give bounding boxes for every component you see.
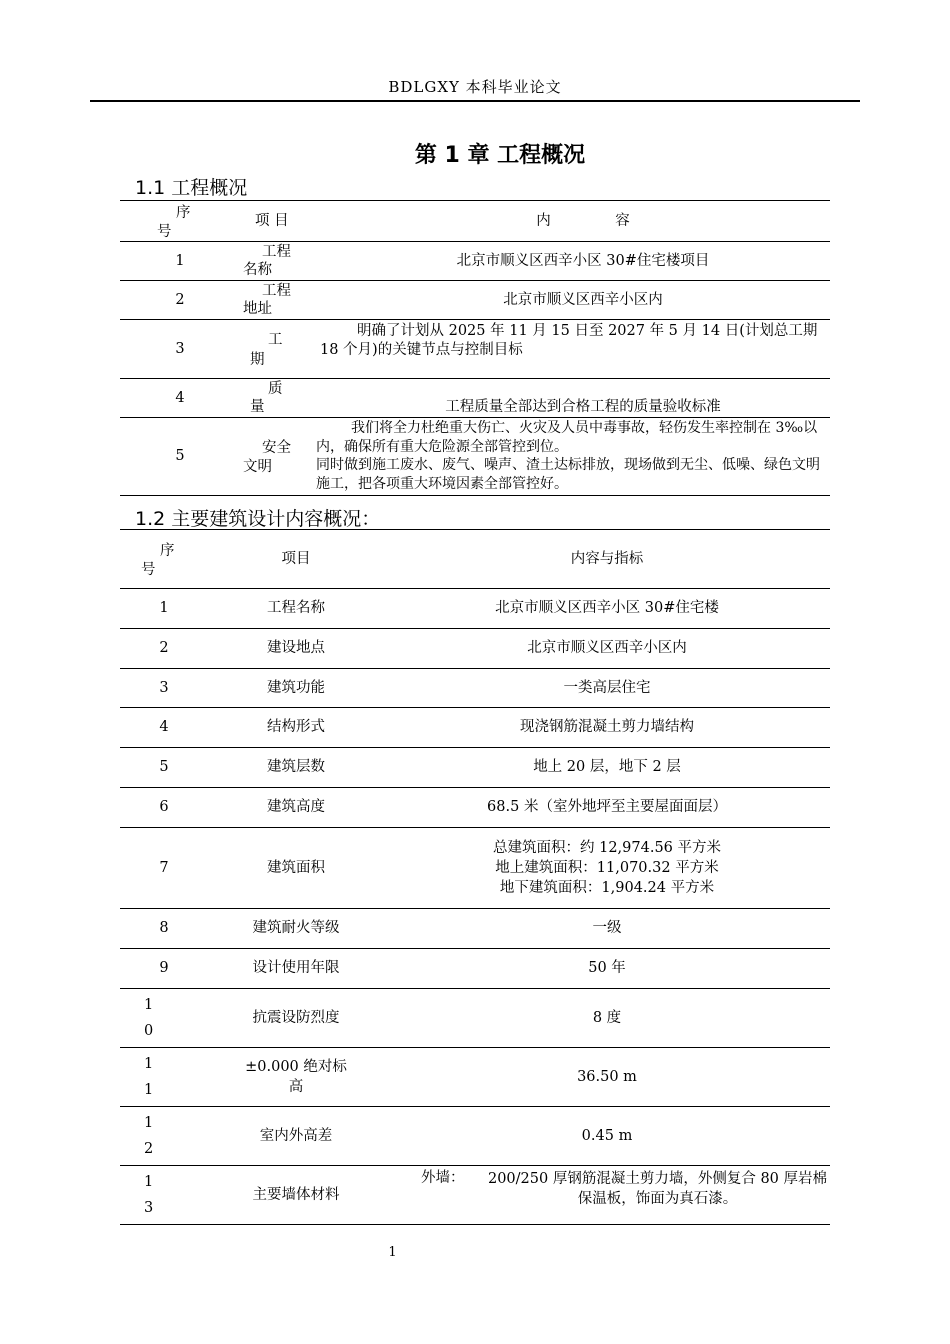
header-cell-no: 序 号 — [141, 543, 175, 578]
row-no: 9 — [120, 949, 208, 989]
table-row — [120, 320, 830, 379]
row-content: 北京市顺义区西辛小区 30#住宅楼项目 — [336, 242, 830, 281]
page-header: BDLGXY 本科毕业论文 — [388, 78, 562, 96]
row-content: 北京市顺义区西辛小区内 — [336, 281, 830, 320]
row-item: 结构形式 — [208, 708, 384, 748]
row-no: 5 — [120, 748, 208, 788]
row-content: 一类高层住宅 — [384, 669, 830, 708]
header-rule — [90, 100, 860, 102]
table-row — [120, 1107, 830, 1166]
table-row — [120, 669, 830, 708]
row-item: 建筑层数 — [208, 748, 384, 788]
row-item: 建筑高度 — [208, 788, 384, 828]
row-no: 3 — [120, 320, 240, 379]
table-row — [120, 708, 830, 748]
row-item: 室内外高差 — [208, 1107, 384, 1166]
row-no: 5 — [120, 418, 240, 496]
project-overview-table — [120, 200, 830, 496]
header-cell-content: 内 容 — [336, 201, 830, 242]
row-no: 1 — [120, 589, 208, 629]
row-no: 4 — [120, 379, 240, 418]
row-content: 北京市顺义区西辛小区内 — [384, 629, 830, 669]
row-item: 工程名称 — [208, 589, 384, 629]
row-item: 建筑面积 — [208, 828, 384, 909]
table-row — [120, 909, 830, 949]
row-no: 1 — [120, 242, 240, 281]
row-item: 设计使用年限 — [208, 949, 384, 989]
row-no: 7 — [120, 828, 208, 909]
table-row — [120, 242, 830, 281]
row-item: 工程 名称 — [243, 244, 291, 278]
row-item: 工 期 — [250, 332, 283, 368]
row-no: 1 1 — [120, 1048, 208, 1107]
row-content: 一级 — [384, 909, 830, 949]
row-content: 36.50 m — [384, 1048, 830, 1107]
row-item: 质 量 — [250, 381, 283, 415]
table-row — [120, 949, 830, 989]
table-row — [120, 788, 830, 828]
row-content: 我们将全力杜绝重大伤亡、火灾及人员中毒事故，轻伤发生率控制在 3‰以内，确保所有重大危险源全部管控到位。 同时做到施工废水、废气、噪声、渣土达标排放，现场做到无尘、低噪、绿色文明施工，把各项重大环境因素全部管控好。 — [316, 420, 820, 492]
table-row — [120, 629, 830, 669]
row-content: 0.45 m — [384, 1107, 830, 1166]
row-content: 工程质量全部达到合格工程的质量验收标准 — [336, 379, 830, 418]
row-content: 8 度 — [384, 989, 830, 1048]
row-item: 建筑功能 — [208, 669, 384, 708]
row-item: ±0.000 绝对标 高 — [208, 1048, 384, 1107]
wall-content: 200/250 厚钢筋混凝土剪力墙，外侧复合 80 厚岩棉保温板，饰面为真石漆。 — [487, 1171, 827, 1207]
row-item: 安全 文明 — [243, 440, 291, 475]
row-content: 北京市顺义区西辛小区 30#住宅楼 — [384, 589, 830, 629]
row-content: 总建筑面积：约 12,974.56 平方米 地上建筑面积：11,070.32 平方米 地下建筑面积：1,904.24 平方米 — [384, 828, 830, 909]
row-no: 1 2 — [120, 1107, 208, 1166]
header-cell-item: 项 目 — [240, 201, 336, 242]
row-no: 2 — [120, 281, 240, 320]
table-row — [120, 989, 830, 1048]
header-cell-item: 项目 — [208, 530, 384, 589]
wall-label: 外墙： — [421, 1170, 465, 1186]
table-row — [120, 281, 830, 320]
row-no: 1 0 — [120, 989, 208, 1048]
row-item: 抗震设防烈度 — [208, 989, 384, 1048]
table-row — [120, 748, 830, 788]
row-content: 现浇钢筋混凝土剪力墙结构 — [384, 708, 830, 748]
row-no: 6 — [120, 788, 208, 828]
page-number: 1 — [388, 1245, 397, 1260]
header-cell-no: 序 号 — [157, 205, 191, 240]
section-2-heading: 1.2 主要建筑设计内容概况： — [135, 508, 381, 530]
table-row — [120, 1048, 830, 1107]
table-row — [120, 589, 830, 629]
row-item: 建筑耐火等级 — [208, 909, 384, 949]
header-cell-content: 内容与指标 — [384, 530, 830, 589]
section-1-heading: 1.1 工程概况 — [135, 177, 248, 199]
row-item: 主要墙体材料 — [208, 1166, 384, 1225]
row-no: 8 — [120, 909, 208, 949]
row-item: 工程 地址 — [243, 283, 291, 317]
table-row — [120, 828, 830, 909]
row-no: 3 — [120, 669, 208, 708]
row-no: 2 — [120, 629, 208, 669]
row-content: 明确了计划从 2025 年 11 月 15 日至 2027 年 5 月 14 日(计划总工期 18 个月)的关键节点与控制目标 — [320, 323, 818, 358]
row-content-wall — [384, 1169, 830, 1209]
chapter-title: 第 1 章 工程概况 — [414, 143, 586, 168]
table-row — [120, 1166, 830, 1225]
table-row — [120, 379, 830, 418]
table-header-row — [120, 201, 830, 242]
table-header-row — [120, 530, 830, 589]
row-content: 50 年 — [384, 949, 830, 989]
row-no: 4 — [120, 708, 208, 748]
row-item: 建设地点 — [208, 629, 384, 669]
table-row — [120, 418, 830, 496]
row-content: 68.5 米（室外地坪至主要屋面面层） — [384, 788, 830, 828]
row-no: 1 3 — [120, 1166, 208, 1225]
building-design-table — [120, 529, 830, 1225]
row-content: 地上 20 层，地下 2 层 — [384, 748, 830, 788]
